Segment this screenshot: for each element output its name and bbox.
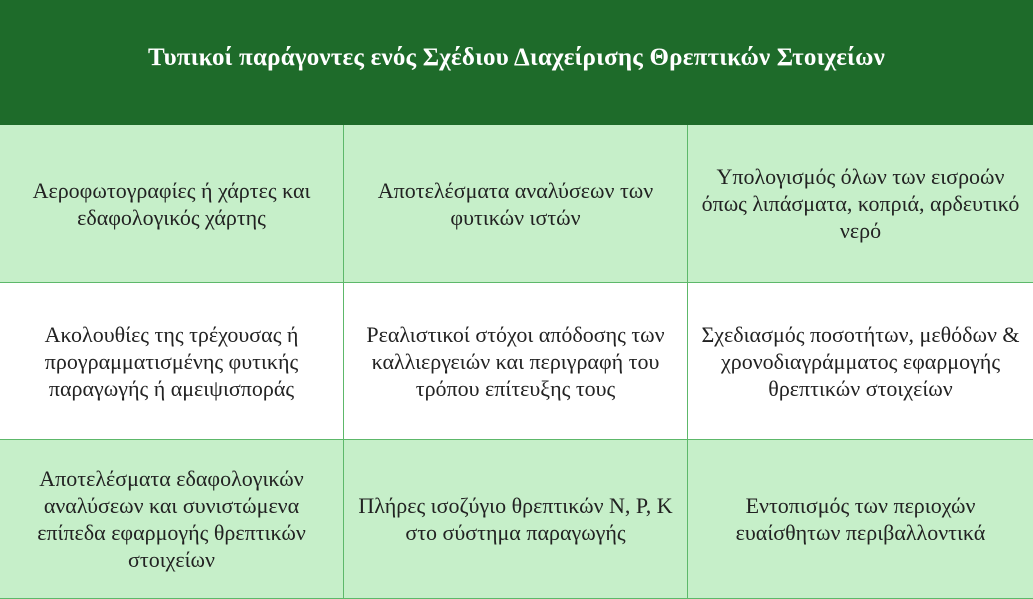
table-cell-r1-c2: Αποτελέσματα αναλύσεων των φυτικών ιστών <box>344 125 688 283</box>
table-cell-r2-c1: Ακολουθίες της τρέχουσας ή προγραμματισμένης φυτικής παραγωγής ή αμειψισποράς <box>0 283 344 440</box>
table-cell-r2-c3: Σχεδιασμός ποσοτήτων, μεθόδων & χρονοδιαγράμματος εφαρμογής θρεπτικών στοιχείων <box>688 283 1033 440</box>
slide-title: Τυπικοί παράγοντες ενός Σχέδιου Διαχείρισης Θρεπτικών Στοιχείων <box>148 43 885 71</box>
table-cell-r2-c2: Ρεαλιστικοί στόχοι απόδοσης των καλλιεργειών και περιγραφή του τρόπου επίτευξης τους <box>344 283 688 440</box>
table-cell-r3-c2: Πλήρες ισοζύγιο θρεπτικών N, P, K στο σύστημα παραγωγής <box>344 440 688 599</box>
factors-table <box>0 125 1033 599</box>
table-cell-r1-c1: Αεροφωτογραφίες ή χάρτες και εδαφολογικός χάρτης <box>0 125 344 283</box>
title-bar <box>0 0 1033 125</box>
table-cell-r1-c3: Υπολογισμός όλων των εισροών όπως λιπάσματα, κοπριά, αρδευτικό νερό <box>688 125 1033 283</box>
table-cell-r3-c3: Εντοπισμός των περιοχών ευαίσθητων περιβαλλοντικά <box>688 440 1033 599</box>
table-cell-r3-c1: Αποτελέσματα εδαφολογικών αναλύσεων και συνιστώμενα επίπεδα εφαρμογής θρεπτικών στοιχείων <box>0 440 344 599</box>
